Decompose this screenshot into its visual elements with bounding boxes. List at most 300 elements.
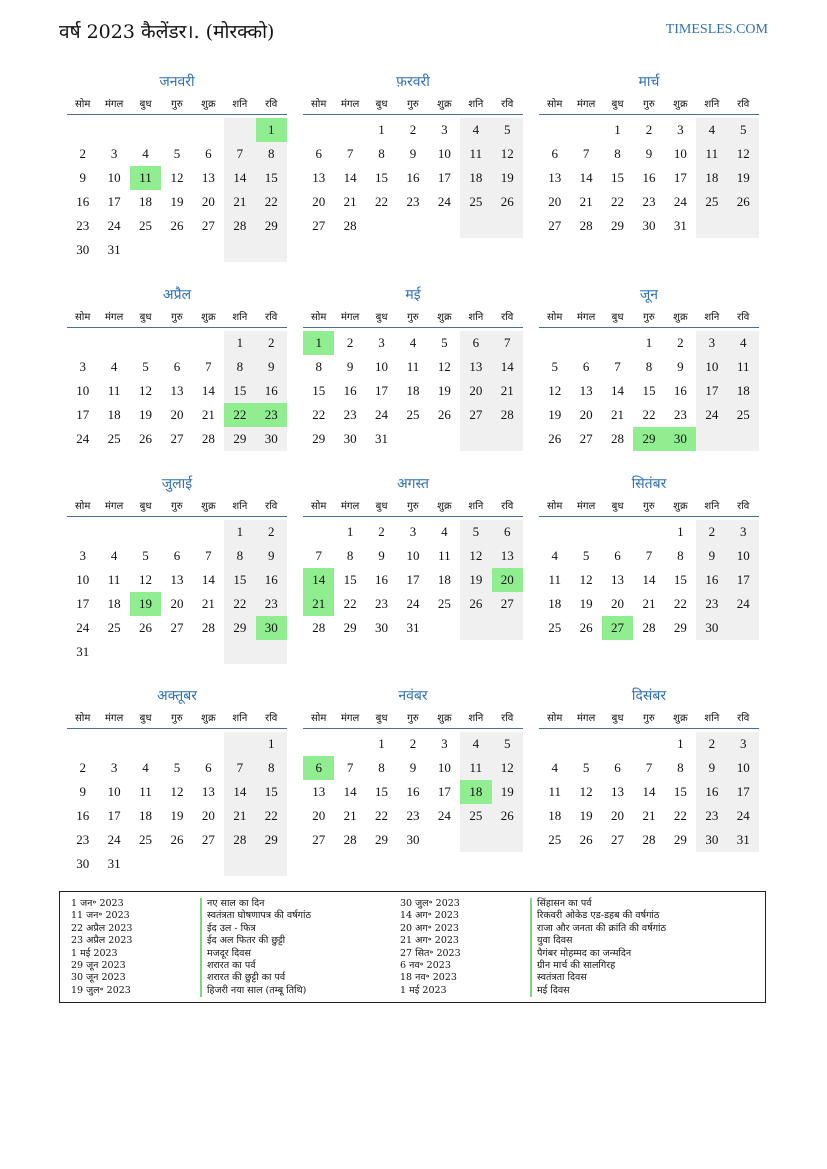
day-cell[interactable]: 16 — [76, 194, 90, 209]
day-cell[interactable]: 14 — [201, 572, 215, 587]
day-cell[interactable]: 6 — [205, 146, 212, 161]
day-cell[interactable]: 20 — [548, 194, 562, 209]
day-cell[interactable]: 16 — [406, 170, 420, 185]
day-cell[interactable]: 19 — [548, 407, 562, 422]
day-cell[interactable]: 14 — [343, 170, 357, 185]
day-cell[interactable]: 6 — [492, 520, 523, 544]
day-cell[interactable]: 13 — [170, 572, 184, 587]
day-cell[interactable]: 2 — [79, 146, 86, 161]
day-cell[interactable]: 4 — [441, 524, 448, 539]
day-cell[interactable]: 3 — [441, 736, 448, 751]
day-cell[interactable]: 28 — [201, 620, 215, 635]
day-cell[interactable]: 26 — [728, 190, 759, 214]
day-cell[interactable]: 5 — [173, 760, 181, 775]
day-cell[interactable]: 11 — [107, 572, 121, 587]
day-cell[interactable]: 30 — [642, 218, 656, 233]
day-cell[interactable]: 26 — [139, 431, 153, 446]
day-cell[interactable]: 28 — [224, 828, 255, 852]
day-cell[interactable]: 13 — [201, 170, 215, 185]
day-cell[interactable]: 25 — [728, 403, 759, 427]
day-cell[interactable]: 6 — [614, 760, 621, 775]
holiday-day[interactable]: 30 — [256, 616, 287, 640]
day-cell[interactable]: 10 — [107, 784, 121, 799]
day-cell[interactable]: 25 — [460, 804, 491, 828]
day-cell[interactable]: 14 — [343, 784, 357, 799]
day-cell[interactable]: 26 — [579, 620, 593, 635]
holiday-day[interactable]: 30 — [665, 427, 696, 451]
day-cell[interactable]: 1 — [346, 524, 354, 539]
day-cell[interactable]: 27 — [312, 832, 326, 847]
day-cell[interactable]: 14 — [642, 572, 656, 587]
day-cell[interactable]: 30 — [375, 620, 389, 635]
day-cell[interactable]: 18 — [696, 166, 727, 190]
day-cell[interactable]: 15 — [673, 572, 687, 587]
day-cell[interactable]: 9 — [677, 359, 684, 374]
day-cell[interactable]: 15 — [256, 166, 287, 190]
day-cell[interactable]: 22 — [256, 190, 287, 214]
day-cell[interactable]: 5 — [460, 520, 491, 544]
day-cell[interactable]: 7 — [614, 359, 621, 374]
day-cell[interactable]: 7 — [582, 146, 590, 161]
day-cell[interactable]: 24 — [437, 808, 451, 823]
holiday-day[interactable]: 21 — [303, 592, 334, 616]
day-cell[interactable]: 25 — [548, 832, 562, 847]
day-cell[interactable]: 29 — [343, 620, 357, 635]
day-cell[interactable]: 14 — [611, 383, 625, 398]
day-cell[interactable]: 25 — [460, 190, 491, 214]
day-cell[interactable]: 21 — [492, 379, 523, 403]
day-cell[interactable]: 6 — [205, 760, 212, 775]
day-cell[interactable]: 2 — [378, 524, 385, 539]
day-cell[interactable]: 2 — [677, 335, 684, 350]
day-cell[interactable]: 12 — [548, 383, 562, 398]
day-cell[interactable]: 29 — [224, 616, 255, 640]
day-cell[interactable]: 27 — [579, 431, 593, 446]
day-cell[interactable]: 6 — [551, 146, 558, 161]
day-cell[interactable]: 15 — [256, 780, 287, 804]
holiday-day[interactable]: 29 — [633, 427, 664, 451]
day-cell[interactable]: 6 — [582, 359, 590, 374]
day-cell[interactable]: 23 — [76, 218, 90, 233]
day-cell[interactable]: 23 — [406, 194, 420, 209]
day-cell[interactable]: 24 — [76, 431, 90, 446]
day-cell[interactable]: 26 — [548, 431, 562, 446]
day-cell[interactable]: 19 — [170, 194, 184, 209]
day-cell[interactable]: 11 — [460, 756, 491, 780]
day-cell[interactable]: 4 — [696, 118, 727, 142]
day-cell[interactable]: 3 — [79, 548, 86, 563]
day-cell[interactable]: 30 — [696, 616, 727, 640]
day-cell[interactable]: 15 — [375, 784, 389, 799]
day-cell[interactable]: 22 — [375, 194, 389, 209]
holiday-day[interactable]: 1 — [303, 331, 334, 355]
day-cell[interactable]: 13 — [611, 572, 625, 587]
day-cell[interactable]: 22 — [343, 596, 357, 611]
day-cell[interactable]: 18 — [139, 808, 153, 823]
day-cell[interactable]: 17 — [437, 170, 451, 185]
day-cell[interactable]: 10 — [728, 756, 759, 780]
day-cell[interactable]: 26 — [492, 804, 523, 828]
day-cell[interactable]: 5 — [728, 118, 759, 142]
day-cell[interactable]: 15 — [343, 572, 357, 587]
day-cell[interactable]: 1 — [614, 122, 621, 137]
day-cell[interactable]: 23 — [256, 592, 287, 616]
day-cell[interactable]: 24 — [406, 596, 420, 611]
holiday-day[interactable]: 19 — [130, 592, 161, 616]
day-cell[interactable]: 31 — [728, 828, 759, 852]
holiday-day[interactable]: 14 — [303, 568, 334, 592]
day-cell[interactable]: 20 — [611, 596, 625, 611]
day-cell[interactable]: 14 — [201, 383, 215, 398]
day-cell[interactable]: 3 — [728, 732, 759, 756]
day-cell[interactable]: 9 — [696, 544, 727, 568]
day-cell[interactable]: 5 — [582, 760, 590, 775]
day-cell[interactable]: 12 — [492, 142, 523, 166]
day-cell[interactable]: 16 — [406, 784, 420, 799]
day-cell[interactable]: 24 — [375, 407, 389, 422]
day-cell[interactable]: 7 — [205, 359, 212, 374]
day-cell[interactable]: 1 — [224, 331, 255, 355]
day-cell[interactable]: 20 — [460, 379, 491, 403]
day-cell[interactable]: 2 — [696, 520, 727, 544]
day-cell[interactable]: 19 — [579, 596, 593, 611]
day-cell[interactable]: 21 — [579, 194, 593, 209]
day-cell[interactable]: 8 — [378, 760, 385, 775]
day-cell[interactable]: 29 — [224, 427, 255, 451]
day-cell[interactable]: 16 — [256, 379, 287, 403]
day-cell[interactable]: 2 — [409, 122, 417, 137]
holiday-day[interactable]: 23 — [256, 403, 287, 427]
day-cell[interactable]: 21 — [224, 190, 255, 214]
day-cell[interactable]: 1 — [378, 736, 385, 751]
day-cell[interactable]: 7 — [315, 548, 322, 563]
day-cell[interactable]: 5 — [492, 732, 523, 756]
day-cell[interactable]: 21 — [224, 804, 255, 828]
day-cell[interactable]: 11 — [696, 142, 727, 166]
day-cell[interactable]: 29 — [611, 218, 625, 233]
day-cell[interactable]: 2 — [256, 331, 287, 355]
day-cell[interactable]: 11 — [107, 383, 121, 398]
day-cell[interactable]: 21 — [343, 808, 357, 823]
day-cell[interactable]: 17 — [728, 780, 759, 804]
day-cell[interactable]: 10 — [728, 544, 759, 568]
day-cell[interactable]: 12 — [437, 359, 451, 374]
day-cell[interactable]: 20 — [170, 596, 184, 611]
day-cell[interactable]: 1 — [677, 736, 684, 751]
day-cell[interactable]: 27 — [548, 218, 562, 233]
day-cell[interactable]: 5 — [551, 359, 558, 374]
day-cell[interactable]: 10 — [375, 359, 389, 374]
day-cell[interactable]: 3 — [728, 520, 759, 544]
day-cell[interactable]: 3 — [110, 760, 118, 775]
day-cell[interactable]: 11 — [438, 548, 451, 563]
day-cell[interactable]: 3 — [110, 146, 118, 161]
day-cell[interactable]: 31 — [375, 431, 389, 446]
day-cell[interactable]: 23 — [696, 592, 727, 616]
day-cell[interactable]: 25 — [107, 431, 121, 446]
holiday-day[interactable]: 11 — [130, 166, 161, 190]
day-cell[interactable]: 3 — [378, 335, 385, 350]
day-cell[interactable]: 8 — [645, 359, 653, 374]
day-cell[interactable]: 25 — [696, 190, 727, 214]
day-cell[interactable]: 17 — [76, 596, 90, 611]
day-cell[interactable]: 20 — [170, 407, 184, 422]
day-cell[interactable]: 9 — [696, 756, 727, 780]
day-cell[interactable]: 25 — [548, 620, 562, 635]
day-cell[interactable]: 12 — [492, 756, 523, 780]
day-cell[interactable]: 24 — [107, 832, 121, 847]
day-cell[interactable]: 21 — [343, 194, 357, 209]
day-cell[interactable]: 13 — [548, 170, 562, 185]
day-cell[interactable]: 2 — [79, 760, 86, 775]
day-cell[interactable]: 22 — [312, 407, 326, 422]
day-cell[interactable]: 6 — [315, 146, 322, 161]
day-cell[interactable]: 13 — [201, 784, 215, 799]
day-cell[interactable]: 15 — [611, 170, 625, 185]
day-cell[interactable]: 12 — [579, 572, 593, 587]
day-cell[interactable]: 30 — [343, 431, 357, 446]
day-cell[interactable]: 26 — [170, 218, 184, 233]
day-cell[interactable]: 28 — [343, 218, 357, 233]
day-cell[interactable]: 5 — [142, 359, 149, 374]
day-cell[interactable]: 8 — [256, 142, 287, 166]
day-cell[interactable]: 25 — [139, 832, 153, 847]
day-cell[interactable]: 27 — [460, 403, 491, 427]
day-cell[interactable]: 25 — [406, 407, 420, 422]
day-cell[interactable]: 4 — [110, 548, 118, 563]
day-cell[interactable]: 5 — [582, 548, 590, 563]
day-cell[interactable]: 16 — [375, 572, 389, 587]
day-cell[interactable]: 17 — [76, 407, 90, 422]
day-cell[interactable]: 14 — [224, 780, 255, 804]
day-cell[interactable]: 20 — [579, 407, 593, 422]
day-cell[interactable]: 19 — [579, 808, 593, 823]
day-cell[interactable]: 27 — [312, 218, 326, 233]
day-cell[interactable]: 10 — [437, 146, 451, 161]
day-cell[interactable]: 1 — [224, 520, 255, 544]
day-cell[interactable]: 28 — [492, 403, 523, 427]
day-cell[interactable]: 31 — [107, 856, 121, 871]
day-cell[interactable]: 20 — [312, 194, 326, 209]
day-cell[interactable]: 30 — [256, 427, 287, 451]
day-cell[interactable]: 9 — [346, 359, 354, 374]
day-cell[interactable]: 10 — [673, 146, 687, 161]
day-cell[interactable]: 19 — [492, 166, 523, 190]
day-cell[interactable]: 8 — [614, 146, 621, 161]
day-cell[interactable]: 19 — [728, 166, 759, 190]
day-cell[interactable]: 8 — [677, 760, 684, 775]
day-cell[interactable]: 17 — [673, 170, 687, 185]
day-cell[interactable]: 28 — [201, 431, 215, 446]
day-cell[interactable]: 29 — [673, 832, 687, 847]
day-cell[interactable]: 26 — [170, 832, 184, 847]
day-cell[interactable]: 10 — [437, 760, 451, 775]
day-cell[interactable]: 24 — [728, 804, 759, 828]
day-cell[interactable]: 14 — [224, 166, 255, 190]
day-cell[interactable]: 31 — [107, 242, 121, 257]
day-cell[interactable]: 24 — [728, 592, 759, 616]
day-cell[interactable]: 8 — [256, 756, 287, 780]
day-cell[interactable]: 20 — [312, 808, 326, 823]
day-cell[interactable]: 8 — [224, 355, 255, 379]
day-cell[interactable]: 17 — [437, 784, 451, 799]
day-cell[interactable]: 17 — [728, 568, 759, 592]
day-cell[interactable]: 7 — [224, 756, 255, 780]
day-cell[interactable]: 28 — [579, 218, 593, 233]
day-cell[interactable]: 9 — [79, 170, 86, 185]
day-cell[interactable]: 1 — [645, 335, 653, 350]
day-cell[interactable]: 17 — [107, 808, 121, 823]
day-cell[interactable]: 31 — [406, 620, 420, 635]
day-cell[interactable]: 18 — [548, 596, 562, 611]
day-cell[interactable]: 6 — [614, 548, 621, 563]
day-cell[interactable]: 4 — [728, 331, 759, 355]
day-cell[interactable]: 15 — [224, 568, 255, 592]
day-cell[interactable]: 25 — [107, 620, 121, 635]
day-cell[interactable]: 4 — [460, 118, 491, 142]
day-cell[interactable]: 4 — [409, 335, 417, 350]
day-cell[interactable]: 24 — [107, 218, 121, 233]
day-cell[interactable]: 15 — [642, 383, 656, 398]
day-cell[interactable]: 15 — [224, 379, 255, 403]
day-cell[interactable]: 26 — [139, 620, 153, 635]
day-cell[interactable]: 12 — [139, 572, 153, 587]
day-cell[interactable]: 10 — [76, 572, 90, 587]
day-cell[interactable]: 13 — [492, 544, 523, 568]
day-cell[interactable]: 4 — [551, 548, 558, 563]
day-cell[interactable]: 29 — [375, 832, 389, 847]
day-cell[interactable]: 19 — [170, 808, 184, 823]
day-cell[interactable]: 30 — [696, 828, 727, 852]
day-cell[interactable]: 12 — [170, 170, 184, 185]
day-cell[interactable]: 28 — [312, 620, 326, 635]
day-cell[interactable]: 4 — [110, 359, 118, 374]
day-cell[interactable]: 20 — [611, 808, 625, 823]
day-cell[interactable]: 7 — [205, 548, 212, 563]
day-cell[interactable]: 9 — [645, 146, 653, 161]
day-cell[interactable]: 30 — [76, 856, 90, 871]
day-cell[interactable]: 17 — [696, 379, 727, 403]
day-cell[interactable]: 20 — [201, 808, 215, 823]
day-cell[interactable]: 22 — [375, 808, 389, 823]
day-cell[interactable]: 21 — [611, 407, 625, 422]
day-cell[interactable]: 3 — [409, 524, 417, 539]
day-cell[interactable]: 18 — [406, 383, 420, 398]
day-cell[interactable]: 11 — [728, 355, 759, 379]
day-cell[interactable]: 7 — [645, 548, 653, 563]
day-cell[interactable]: 8 — [315, 359, 322, 374]
day-cell[interactable]: 23 — [642, 194, 656, 209]
day-cell[interactable]: 13 — [312, 784, 326, 799]
day-cell[interactable]: 4 — [460, 732, 491, 756]
day-cell[interactable]: 18 — [548, 808, 562, 823]
day-cell[interactable]: 12 — [460, 544, 491, 568]
day-cell[interactable]: 7 — [346, 146, 354, 161]
day-cell[interactable]: 9 — [256, 544, 287, 568]
day-cell[interactable]: 15 — [375, 170, 389, 185]
day-cell[interactable]: 26 — [460, 592, 491, 616]
day-cell[interactable]: 27 — [611, 832, 625, 847]
day-cell[interactable]: 11 — [460, 142, 491, 166]
day-cell[interactable]: 23 — [343, 407, 357, 422]
day-cell[interactable]: 8 — [224, 544, 255, 568]
day-cell[interactable]: 30 — [406, 832, 420, 847]
day-cell[interactable]: 6 — [173, 359, 181, 374]
day-cell[interactable]: 11 — [548, 572, 561, 587]
day-cell[interactable]: 13 — [611, 784, 625, 799]
day-cell[interactable]: 26 — [579, 832, 593, 847]
day-cell[interactable]: 19 — [492, 780, 523, 804]
day-cell[interactable]: 18 — [437, 572, 451, 587]
day-cell[interactable]: 8 — [378, 146, 385, 161]
day-cell[interactable]: 22 — [673, 596, 687, 611]
day-cell[interactable]: 7 — [645, 760, 653, 775]
day-cell[interactable]: 13 — [312, 170, 326, 185]
day-cell[interactable]: 23 — [76, 832, 90, 847]
day-cell[interactable]: 16 — [343, 383, 357, 398]
day-cell[interactable]: 16 — [256, 568, 287, 592]
day-cell[interactable]: 23 — [406, 808, 420, 823]
day-cell[interactable]: 29 — [256, 828, 287, 852]
day-cell[interactable]: 21 — [642, 596, 656, 611]
day-cell[interactable]: 28 — [642, 832, 656, 847]
day-cell[interactable]: 16 — [696, 568, 727, 592]
day-cell[interactable]: 28 — [611, 431, 625, 446]
day-cell[interactable]: 22 — [224, 592, 255, 616]
day-cell[interactable]: 16 — [696, 780, 727, 804]
day-cell[interactable]: 19 — [139, 407, 153, 422]
day-cell[interactable]: 2 — [645, 122, 653, 137]
day-cell[interactable]: 17 — [375, 383, 389, 398]
day-cell[interactable]: 4 — [142, 760, 149, 775]
day-cell[interactable]: 12 — [139, 383, 153, 398]
day-cell[interactable]: 7 — [224, 142, 255, 166]
day-cell[interactable]: 5 — [142, 548, 149, 563]
day-cell[interactable]: 17 — [406, 572, 420, 587]
day-cell[interactable]: 2 — [346, 335, 354, 350]
day-cell[interactable]: 21 — [201, 596, 215, 611]
day-cell[interactable]: 19 — [437, 383, 451, 398]
day-cell[interactable]: 9 — [409, 760, 417, 775]
day-cell[interactable]: 14 — [492, 355, 523, 379]
day-cell[interactable]: 10 — [406, 548, 420, 563]
day-cell[interactable]: 19 — [460, 568, 491, 592]
day-cell[interactable]: 10 — [107, 170, 121, 185]
holiday-day[interactable]: 18 — [460, 780, 491, 804]
holiday-day[interactable]: 27 — [602, 616, 633, 640]
day-cell[interactable]: 21 — [642, 808, 656, 823]
day-cell[interactable]: 1 — [378, 122, 385, 137]
day-cell[interactable]: 11 — [406, 359, 420, 374]
day-cell[interactable]: 3 — [696, 331, 727, 355]
day-cell[interactable]: 29 — [312, 431, 326, 446]
day-cell[interactable]: 2 — [256, 520, 287, 544]
day-cell[interactable]: 4 — [142, 146, 149, 161]
day-cell[interactable]: 4 — [551, 760, 558, 775]
day-cell[interactable]: 10 — [76, 383, 90, 398]
day-cell[interactable]: 15 — [312, 383, 326, 398]
day-cell[interactable]: 12 — [170, 784, 184, 799]
day-cell[interactable]: 5 — [492, 118, 523, 142]
day-cell[interactable]: 18 — [107, 407, 121, 422]
day-cell[interactable]: 24 — [696, 403, 727, 427]
day-cell[interactable]: 16 — [76, 808, 90, 823]
day-cell[interactable]: 11 — [548, 784, 561, 799]
day-cell[interactable]: 26 — [437, 407, 451, 422]
day-cell[interactable]: 24 — [76, 620, 90, 635]
day-cell[interactable]: 31 — [76, 644, 90, 659]
day-cell[interactable]: 21 — [201, 407, 215, 422]
